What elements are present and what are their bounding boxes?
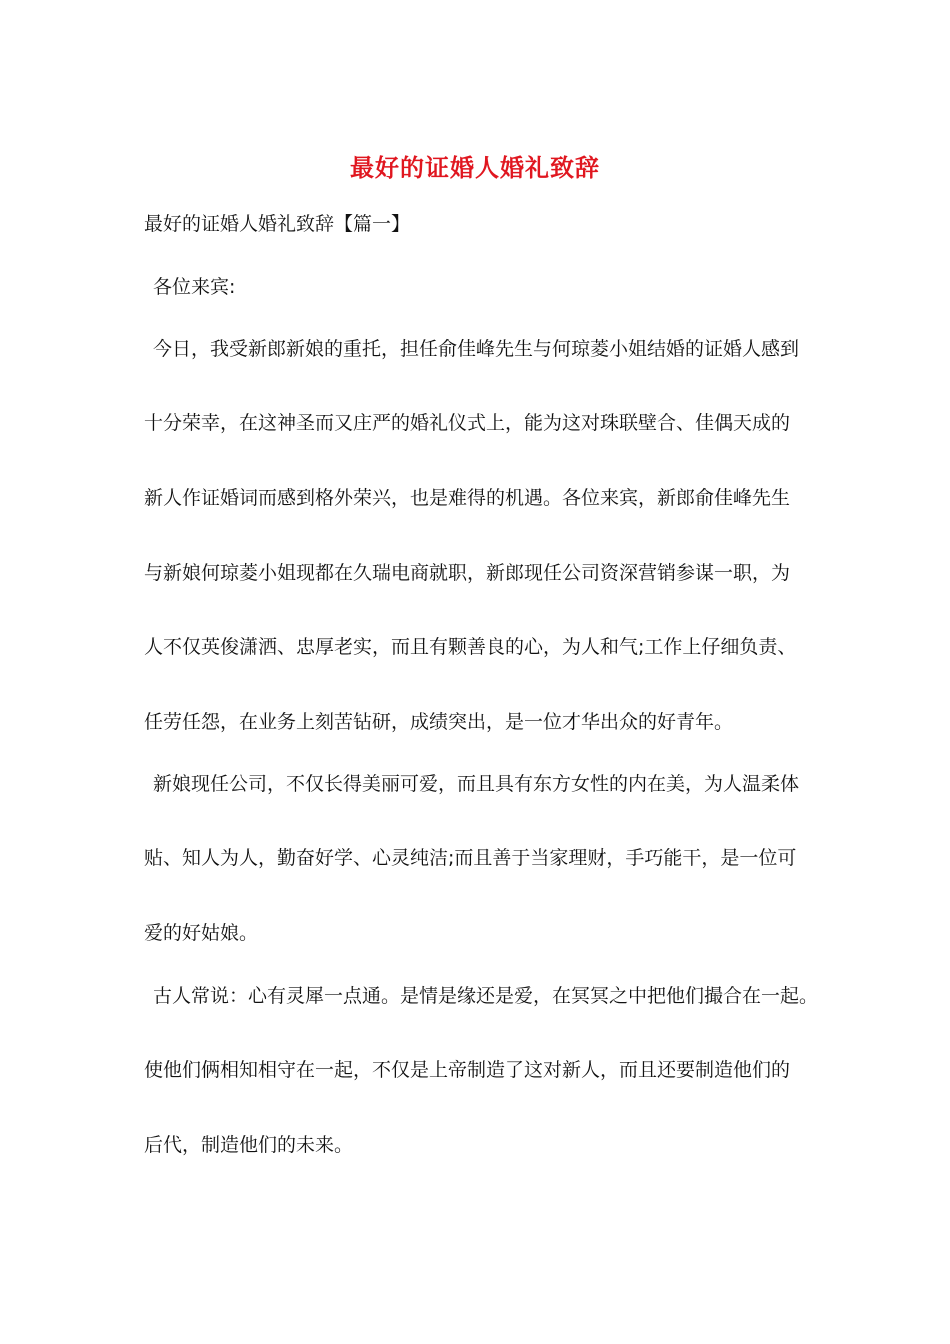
paragraph-2-line-2: 贴、知人为人，勤奋好学、心灵纯洁;而且善于当家理财，手巧能干，是一位可: [144, 847, 797, 869]
paragraph-1-line-6: 任劳任怨，在业务上刻苦钻研，成绩突出，是一位才华出众的好青年。: [144, 711, 734, 733]
paragraph-1-line-2: 十分荣幸，在这神圣而又庄严的婚礼仪式上，能为这对珠联壁合、佳偶天成的: [144, 412, 791, 434]
section-heading: 最好的证婚人婚礼致辞【篇一】: [144, 213, 411, 235]
paragraph-1-line-1: 今日，我受新郎新娘的重托，担任俞佳峰先生与何琼菱小姐结婚的证婚人感到: [153, 338, 800, 360]
paragraph-1-line-5: 人不仅英俊潇洒、忠厚老实，而且有颗善良的心，为人和气;工作上仔细负责、: [144, 636, 797, 658]
paragraph-3-line-1: 古人常说：心有灵犀一点通。是情是缘还是爱，在冥冥之中把他们撮合在一起。: [153, 985, 819, 1007]
paragraph-2-line-3: 爱的好姑娘。: [144, 922, 259, 944]
paragraph-3-line-2: 使他们俩相知相守在一起，不仅是上帝制造了这对新人，而且还要制造他们的: [144, 1059, 791, 1081]
paragraph-2-line-1: 新娘现任公司，不仅长得美丽可爱，而且具有东方女性的内在美，为人温柔体: [153, 773, 800, 795]
greeting: 各位来宾:: [153, 276, 236, 298]
paragraph-1-line-3: 新人作证婚词而感到格外荣兴，也是难得的机遇。各位来宾，新郎俞佳峰先生: [144, 487, 791, 509]
paragraph-1-line-4: 与新娘何琼菱小姐现都在久瑞电商就职，新郎现任公司资深营销参谋一职，为: [144, 562, 791, 584]
paragraph-3-line-3: 后代，制造他们的未来。: [144, 1134, 354, 1156]
document-title: 最好的证婚人婚礼致辞: [350, 153, 600, 182]
